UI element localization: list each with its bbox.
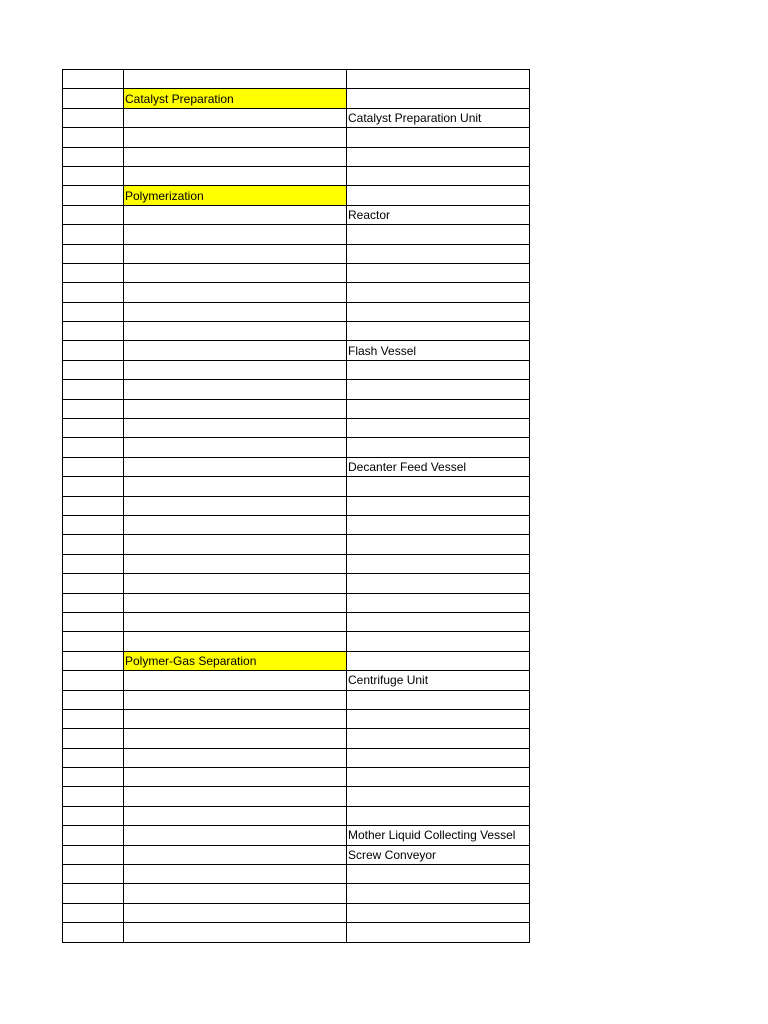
cell-row-number[interactable]	[63, 399, 124, 418]
cell-section[interactable]	[124, 923, 347, 942]
table-row	[63, 225, 530, 244]
cell-row-number[interactable]	[63, 457, 124, 476]
table-row	[63, 360, 530, 379]
cell-row-number[interactable]	[63, 632, 124, 651]
cell-row-number[interactable]	[63, 263, 124, 282]
cell-row-number[interactable]	[63, 515, 124, 534]
cell-row-number[interactable]	[63, 166, 124, 185]
cell-section[interactable]	[124, 845, 347, 864]
cell-row-number[interactable]	[63, 690, 124, 709]
cell-section[interactable]	[124, 108, 347, 127]
cell-section[interactable]	[124, 70, 347, 89]
table-row	[63, 903, 530, 922]
cell-section[interactable]	[124, 593, 347, 612]
cell-equipment[interactable]	[347, 263, 530, 282]
cell-equipment[interactable]: Catalyst Preparation Unit	[347, 108, 530, 127]
cell-row-number[interactable]	[63, 147, 124, 166]
cell-section[interactable]	[124, 128, 347, 147]
cell-row-number[interactable]	[63, 128, 124, 147]
cell-section[interactable]	[124, 865, 347, 884]
table-row	[63, 380, 530, 399]
cell-section[interactable]	[124, 380, 347, 399]
cell-equipment[interactable]: Reactor	[347, 205, 530, 224]
cell-section[interactable]	[124, 535, 347, 554]
table-row	[63, 166, 530, 185]
table-row	[63, 399, 530, 418]
cell-row-number[interactable]	[63, 205, 124, 224]
table-row	[63, 612, 530, 631]
cell-row-number[interactable]	[63, 826, 124, 845]
table-row	[63, 865, 530, 884]
cell-equipment[interactable]	[347, 244, 530, 263]
cell-section[interactable]	[124, 768, 347, 787]
cell-section[interactable]	[124, 360, 347, 379]
table-row	[63, 806, 530, 825]
cell-row-number[interactable]	[63, 903, 124, 922]
cell-section[interactable]: Polymer-Gas Separation	[124, 651, 347, 670]
cell-row-number[interactable]	[63, 244, 124, 263]
cell-section[interactable]	[124, 884, 347, 903]
table-row	[63, 748, 530, 767]
cell-section[interactable]	[124, 283, 347, 302]
table-row	[63, 651, 530, 670]
cell-row-number[interactable]	[63, 380, 124, 399]
cell-equipment[interactable]	[347, 884, 530, 903]
cell-equipment[interactable]	[347, 748, 530, 767]
cell-row-number[interactable]	[63, 574, 124, 593]
cell-equipment[interactable]	[347, 806, 530, 825]
cell-equipment[interactable]	[347, 438, 530, 457]
table-row	[63, 593, 530, 612]
cell-row-number[interactable]	[63, 322, 124, 341]
table-row	[63, 70, 530, 89]
table-row	[63, 729, 530, 748]
table-row	[63, 535, 530, 554]
cell-equipment[interactable]	[347, 477, 530, 496]
cell-section[interactable]	[124, 690, 347, 709]
cell-section[interactable]	[124, 826, 347, 845]
cell-equipment[interactable]	[347, 903, 530, 922]
table-row	[63, 128, 530, 147]
table-row	[63, 108, 530, 127]
cell-section[interactable]	[124, 671, 347, 690]
cell-equipment[interactable]	[347, 225, 530, 244]
cell-row-number[interactable]	[63, 89, 124, 108]
cell-equipment[interactable]	[347, 380, 530, 399]
cell-section[interactable]	[124, 554, 347, 573]
cell-section[interactable]	[124, 787, 347, 806]
cell-equipment[interactable]	[347, 535, 530, 554]
table-row	[63, 186, 530, 205]
cell-row-number[interactable]	[63, 845, 124, 864]
cell-section[interactable]	[124, 399, 347, 418]
cell-section[interactable]	[124, 477, 347, 496]
cell-equipment[interactable]	[347, 593, 530, 612]
cell-section[interactable]	[124, 612, 347, 631]
cell-equipment[interactable]	[347, 166, 530, 185]
cell-equipment[interactable]	[347, 89, 530, 108]
cell-section[interactable]: Catalyst Preparation	[124, 89, 347, 108]
cell-row-number[interactable]	[63, 438, 124, 457]
cell-section[interactable]	[124, 419, 347, 438]
cell-equipment[interactable]	[347, 360, 530, 379]
cell-equipment[interactable]	[347, 399, 530, 418]
cell-equipment[interactable]	[347, 574, 530, 593]
table-row	[63, 845, 530, 864]
cell-row-number[interactable]	[63, 865, 124, 884]
table-row	[63, 690, 530, 709]
cell-row-number[interactable]	[63, 225, 124, 244]
table-row	[63, 263, 530, 282]
cell-section[interactable]	[124, 729, 347, 748]
cell-row-number[interactable]	[63, 671, 124, 690]
cell-equipment[interactable]	[347, 283, 530, 302]
cell-row-number[interactable]	[63, 651, 124, 670]
cell-row-number[interactable]	[63, 748, 124, 767]
table-row	[63, 515, 530, 534]
table-row	[63, 457, 530, 476]
cell-equipment[interactable]	[347, 865, 530, 884]
equipment-table	[62, 69, 530, 943]
cell-equipment[interactable]	[347, 729, 530, 748]
cell-equipment[interactable]	[347, 147, 530, 166]
table-body	[63, 70, 530, 943]
table-row	[63, 923, 530, 942]
cell-equipment[interactable]	[347, 787, 530, 806]
cell-row-number[interactable]	[63, 768, 124, 787]
cell-equipment[interactable]	[347, 632, 530, 651]
cell-equipment[interactable]: Mother Liquid Collecting Vessel	[347, 826, 530, 845]
cell-row-number[interactable]	[63, 360, 124, 379]
cell-equipment[interactable]	[347, 70, 530, 89]
cell-section[interactable]	[124, 205, 347, 224]
table-row	[63, 283, 530, 302]
cell-row-number[interactable]	[63, 554, 124, 573]
cell-equipment[interactable]: Decanter Feed Vessel	[347, 457, 530, 476]
table-row	[63, 477, 530, 496]
cell-section[interactable]	[124, 457, 347, 476]
cell-row-number[interactable]	[63, 729, 124, 748]
cell-row-number[interactable]	[63, 341, 124, 360]
table-row	[63, 341, 530, 360]
table-row	[63, 496, 530, 515]
cell-row-number[interactable]	[63, 923, 124, 942]
cell-section[interactable]	[124, 806, 347, 825]
table-row	[63, 826, 530, 845]
cell-equipment[interactable]: Screw Conveyor	[347, 845, 530, 864]
table-row	[63, 768, 530, 787]
cell-row-number[interactable]	[63, 108, 124, 127]
cell-row-number[interactable]	[63, 302, 124, 321]
cell-row-number[interactable]	[63, 593, 124, 612]
cell-equipment[interactable]	[347, 554, 530, 573]
cell-section[interactable]	[124, 225, 347, 244]
cell-section[interactable]	[124, 515, 347, 534]
cell-row-number[interactable]	[63, 419, 124, 438]
table-row	[63, 205, 530, 224]
cell-row-number[interactable]	[63, 709, 124, 728]
cell-row-number[interactable]	[63, 496, 124, 515]
cell-section[interactable]	[124, 903, 347, 922]
cell-section[interactable]	[124, 147, 347, 166]
cell-equipment[interactable]	[347, 612, 530, 631]
cell-section[interactable]	[124, 632, 347, 651]
table-row	[63, 632, 530, 651]
cell-row-number[interactable]	[63, 535, 124, 554]
cell-section[interactable]	[124, 263, 347, 282]
cell-section[interactable]	[124, 496, 347, 515]
table-row	[63, 554, 530, 573]
cell-equipment[interactable]	[347, 302, 530, 321]
table-row	[63, 709, 530, 728]
cell-section[interactable]	[124, 574, 347, 593]
table-row	[63, 671, 530, 690]
cell-section[interactable]	[124, 341, 347, 360]
cell-row-number[interactable]	[63, 806, 124, 825]
cell-equipment[interactable]: Centrifuge Unit	[347, 671, 530, 690]
table-row	[63, 884, 530, 903]
cell-equipment[interactable]	[347, 515, 530, 534]
cell-equipment[interactable]	[347, 496, 530, 515]
table-row	[63, 302, 530, 321]
cell-equipment[interactable]	[347, 690, 530, 709]
cell-section[interactable]	[124, 166, 347, 185]
cell-equipment[interactable]: Flash Vessel	[347, 341, 530, 360]
cell-equipment[interactable]	[347, 768, 530, 787]
table-row	[63, 787, 530, 806]
cell-equipment[interactable]	[347, 419, 530, 438]
cell-row-number[interactable]	[63, 612, 124, 631]
cell-equipment[interactable]	[347, 651, 530, 670]
table-row	[63, 322, 530, 341]
table-row	[63, 89, 530, 108]
table-row	[63, 244, 530, 263]
cell-section[interactable]	[124, 748, 347, 767]
cell-row-number[interactable]	[63, 283, 124, 302]
cell-section[interactable]	[124, 322, 347, 341]
cell-row-number[interactable]	[63, 70, 124, 89]
cell-section[interactable]	[124, 302, 347, 321]
cell-row-number[interactable]	[63, 477, 124, 496]
cell-equipment[interactable]	[347, 322, 530, 341]
table-row	[63, 147, 530, 166]
cell-row-number[interactable]	[63, 787, 124, 806]
cell-row-number[interactable]	[63, 186, 124, 205]
cell-row-number[interactable]	[63, 884, 124, 903]
table-row	[63, 419, 530, 438]
table-row	[63, 438, 530, 457]
cell-section[interactable]	[124, 244, 347, 263]
cell-equipment[interactable]	[347, 923, 530, 942]
cell-equipment[interactable]	[347, 709, 530, 728]
table-row	[63, 574, 530, 593]
cell-equipment[interactable]	[347, 186, 530, 205]
cell-equipment[interactable]	[347, 128, 530, 147]
cell-section[interactable]: Polymerization	[124, 186, 347, 205]
cell-section[interactable]	[124, 709, 347, 728]
cell-section[interactable]	[124, 438, 347, 457]
